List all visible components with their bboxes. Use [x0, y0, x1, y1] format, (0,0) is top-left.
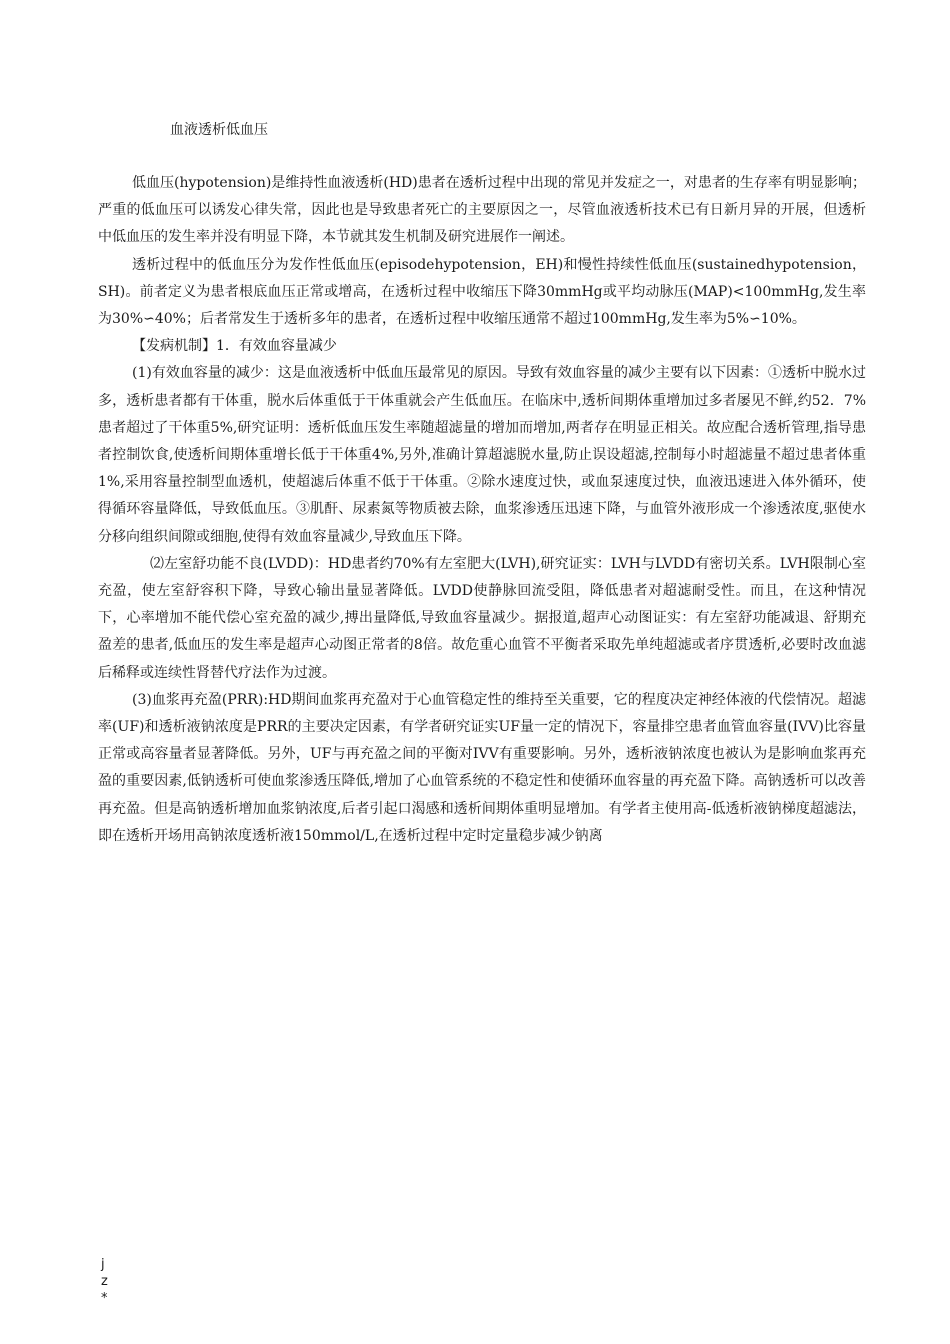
footer-char: j [101, 1257, 105, 1272]
paragraph-lvdd: ⑵左室舒功能不良(LVDD)：HD患者约70%有左室肥大(LVH),研究证实：LVH与LVDD有密切关系。LVH限制心室充盈，使左室舒容积下降，导致心输出量显著降低。LVDD使静脉回流受阻，降低患者对超滤耐受性。而且，在这种情况下，心率增加不能代偿心室充盈的减少,搏出量降低,导致血容量减少。据报道,超声心动图证实：有左室舒功能减退、舒期充盈差的患者,低血压的发生率是超声心动图正常者的8倍。故危重心血管不平衡者采取先单纯超滤或者序贯透析,必要时改血滤后稀释或连续性肾替代疗法作为过渡。 [98, 555, 866, 681]
section-heading: 【发病机制】1．有效血容量减少 [132, 338, 337, 355]
document-body [98, 170, 866, 850]
footer-char: * [101, 1291, 108, 1306]
paragraph-classification: 透析过程中的低血压分为发作性低血压(episodehypotension，EH)和慢性持续性低血压(sustainedhypotension，SH)。前者定义为患者根底血压正常或增高，在透析过程中收缩压下降30mmHg或平均动脉压(MAP)<100mmHg,发生率为30%∽40%；后者常发生于透析多年的患者，在透析过程中收缩压通常不超过100mmHg,发生率为5%∽10%。 [98, 256, 866, 328]
footer-mark [101, 1256, 117, 1307]
paragraph-intro: 低血压(hypotension)是维持性血液透析(HD)患者在透析过程中出现的常见并发症之一，对患者的生存率有明显影响；严重的低血压可以诱发心律失常，因此也是导致患者死亡的主要原因之一，尽管血液透析技术已有日新月异的开展，但透析中低血压的发生率并没有明显下降，本节就其发生机制及研究进展作一阐述。 [98, 175, 866, 246]
document-title: 血液透析低血压 [170, 122, 268, 138]
footer-char: z [101, 1274, 108, 1289]
paragraph-prr: (3)血浆再充盈(PRR):HD期间血浆再充盈对于心血管稳定性的维持至关重要，它的程度决定神经体液的代偿情况。超滤率(UF)和透析液钠浓度是PRR的主要决定因素，有学者研究证实UF量一定的情况下，容量排空患者血管血容量(IVV)比容量正常或高容量者显著降低。另外，UF与再充盈之间的平衡对IVV有重要影响。另外，透析液钠浓度也被认为是影响血浆再充盈的重要因素,低钠透析可使血浆渗透压降低,增加了心血管系统的不稳定性和使循环血容量的再充盈下降。高钠透析可以改善再充盈。但是高钠透析增加血浆钠浓度,后者引起口渴感和透析间期体重明显增加。有学者主使用高-低透析液钠梯度超滤法，即在透析开场用高钠浓度透析液150mmol/L,在透析过程中定时定量稳步减少钠离 [98, 691, 866, 844]
paragraph-blood-volume: (1)有效血容量的减少：这是血液透析中低血压最常见的原因。导致有效血容量的减少主要有以下因素：①透析中脱水过多，透析患者都有干体重，脱水后体重低于干体重就会产生低血压。在临床中,透析间期体重增加过多者屡见不鲜,约52．7%患者超过了干体重5%,研究证明：透析低血压发生率随超滤量的增加而增加,两者存在明显正相关。故应配合透析管理,指导患者控制饮食,使透析间期体重增长低于干体重4%,另外,准确计算超滤脱水量,防止误设超滤,控制每小时超滤量不超过患者体重1%,采用容量控制型血透机，使超滤后体重不低于干体重。②除水速度过快，或血泵速度过快，血液迅速进入体外循环，使得循环容量降低，导致低血压。③肌酐、尿素氮等物质被去除，血浆渗透压迅速下降，与血管外液形成一个渗透浓度,驱使水分移向组织间隙或细胞,使得有效血容量减少,导致血压下降。 [98, 365, 866, 545]
